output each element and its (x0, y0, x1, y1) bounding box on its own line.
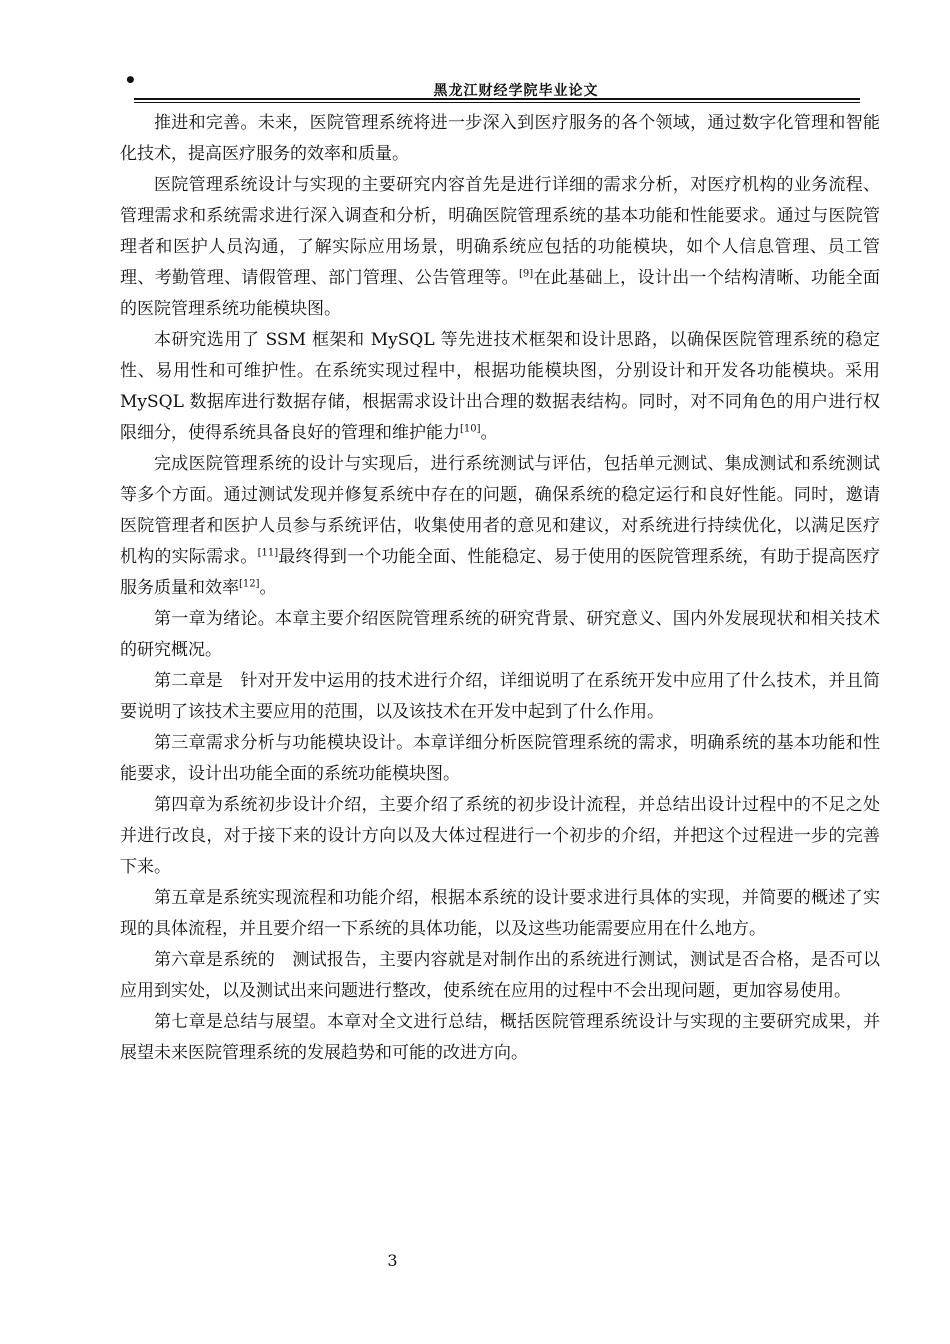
paragraph: 第七章是总结与展望。本章对全文进行总结，概括医院管理系统设计与实现的主要研究成果，并展望未来医院管理系统的发展趋势和可能的改进方向。 (120, 1012, 880, 1063)
body-text (120, 108, 880, 1069)
paragraph: 本研究选用了 SSM 框架和 MySQL 等先进技术框架和设计思路，以确保医院管理系统的稳定性、易用性和可维护性。在系统实现过程中，根据功能模块图，分别设计和开发各功能模块。采用 MySQL 数据库进行数据存储，根据需求设计出合理的数据表结构。同时，对不同角色的用户进行权限细分，使得系统具备良好的管理和维护能力[10]。 (120, 330, 880, 443)
citation: [11] (257, 547, 279, 559)
header-bullet: • (124, 68, 137, 92)
running-header-title: 黑龙江财经学院毕业论文 (433, 83, 599, 99)
paragraph: 第四章为系统初步设计介绍，主要介绍了系统的初步设计流程，并总结出设计过程中的不足之处并进行改良，对于接下来的设计方向以及大体过程进行一个初步的介绍，并把这个过程进一步的完善下来。 (120, 795, 880, 877)
paragraph: 第六章是系统的 测试报告，主要内容就是对制作出的系统进行测试，测试是否合格，是否可以应用到实处，以及测试出来问题进行整改，使系统在应用的过程中不会出现问题，更加容易使用。 (120, 950, 880, 1001)
header-rule-thin (134, 102, 860, 103)
citation: [10] (460, 423, 481, 435)
page-number: 3 (387, 1251, 398, 1270)
header-rule-thick (134, 98, 860, 100)
paragraph: 第一章为绪论。本章主要介绍医院管理系统的研究背景、研究意义、国内外发展现状和相关技术的研究概况。 (120, 609, 880, 660)
citation: [9] (518, 268, 534, 280)
paragraph: 第二章是 针对开发中运用的技术进行介绍，详细说明了在系统开发中应用了什么技术，并且简要说明了该技术主要应用的范围，以及该技术在开发中起到了什么作用。 (120, 671, 880, 722)
paragraph: 完成医院管理系统的设计与实现后，进行系统测试与评估，包括单元测试、集成测试和系统测试等多个方面。通过测试发现并修复系统中存在的问题，确保系统的稳定运行和良好性能。同时，邀请医院管理者和医护人员参与系统评估，收集使用者的意见和建议，对系统进行持续优化，以满足医疗机构的实际需求。[11]最终得到一个功能全面、性能稳定、易于使用的医院管理系统，有助于提高医疗服务质量和效率[12]。 (120, 454, 881, 598)
citation: [12] (239, 578, 260, 590)
paragraph: 第三章需求分析与功能模块设计。本章详细分析医院管理系统的需求，明确系统的基本功能和性能要求，设计出功能全面的系统功能模块图。 (120, 733, 880, 784)
paragraph: 医院管理系统设计与实现的主要研究内容首先是进行详细的需求分析，对医疗机构的业务流程、管理需求和系统需求进行深入调查和分析，明确医院管理系统的基本功能和性能要求。通过与医院管理者和医护人员沟通，了解实际应用场景，明确系统应包括的功能模块，如个人信息管理、员工管理、考勤管理、请假管理、部门管理、公告管理等。[9]在此基础上，设计出一个结构清晰、功能全面的医院管理系统功能模块图。 (120, 175, 881, 319)
paragraph: 第五章是系统实现流程和功能介绍，根据本系统的设计要求进行具体的实现，并简要的概述了实现的具体流程，并且要介绍一下系统的具体功能，以及这些功能需要应用在什么地方。 (120, 888, 880, 939)
paragraph: 推进和完善。未来，医院管理系统将进一步深入到医疗服务的各个领域，通过数字化管理和智能化技术，提高医疗服务的效率和质量。 (120, 113, 880, 164)
